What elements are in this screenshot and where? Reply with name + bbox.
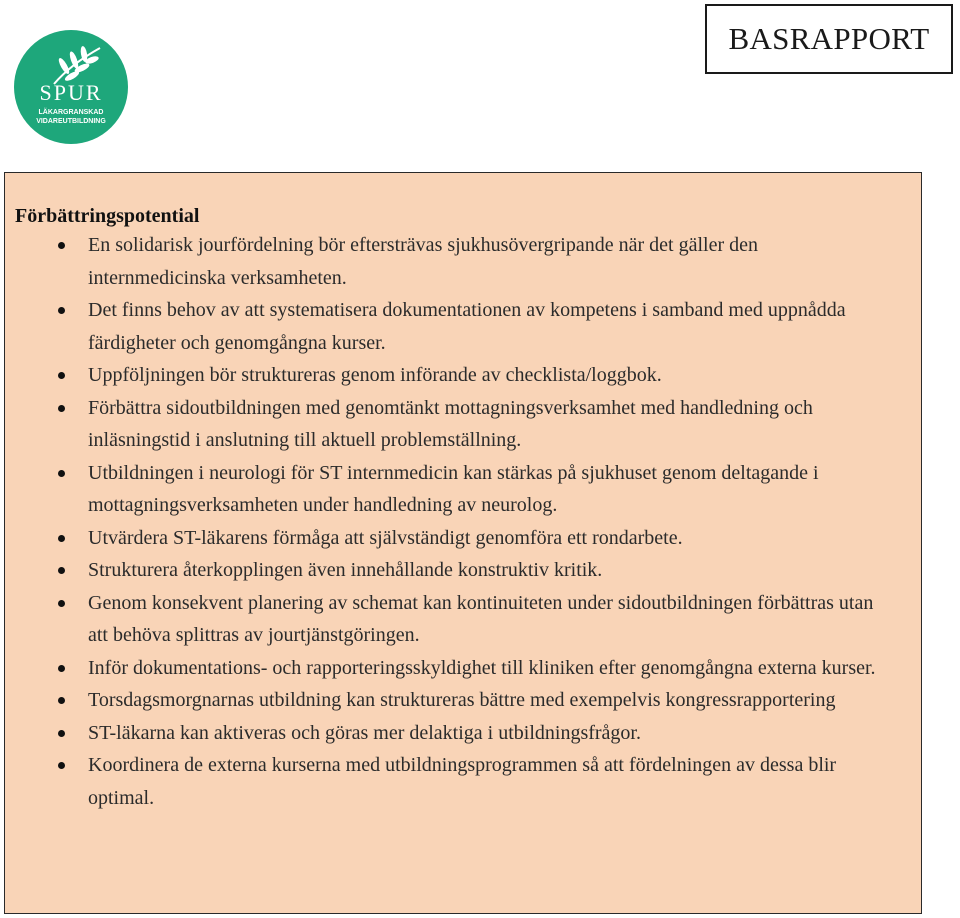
section-title: Förbättringspotential bbox=[15, 205, 200, 227]
list-item bbox=[15, 652, 911, 685]
list-item-text: Koordinera de externa kurserna med utbildningsprogrammen så att fördelningen av dessa blir optimal. bbox=[88, 754, 837, 809]
bullet-icon bbox=[58, 762, 65, 769]
list-item bbox=[15, 229, 911, 294]
list-item bbox=[15, 392, 911, 457]
list-item-text: Utvärdera ST-läkarens förmåga att självständigt genomföra ett rondarbete. bbox=[88, 526, 683, 549]
bullet-icon bbox=[58, 665, 65, 672]
list-item-text: ST-läkarna kan aktiveras och göras mer delaktiga i utbildningsfrågor. bbox=[88, 721, 641, 744]
list-item bbox=[15, 457, 911, 522]
logo-wordmark: SPUR bbox=[39, 80, 103, 105]
list-item bbox=[15, 554, 911, 587]
list-item-text: Uppföljningen bör struktureras genom införande av checklista/loggbok. bbox=[88, 364, 662, 386]
bullet-icon bbox=[58, 567, 65, 574]
improvement-panel bbox=[4, 172, 922, 914]
list-item bbox=[15, 749, 911, 814]
list-item-text: Förbättra sidoutbildningen med genomtänkt mottagningsverksamhet med handledning och inläsningstid i anslutning till aktuell problemställning. bbox=[88, 396, 813, 451]
list-item bbox=[15, 294, 911, 359]
list-item bbox=[15, 587, 911, 652]
list-item-text: Torsdagsmorgnarnas utbildning kan struktureras bättre med exempelvis kongressrapportering bbox=[88, 689, 836, 711]
olive-branch-icon bbox=[54, 46, 100, 84]
list-item-text: Det finns behov av att systematisera dokumentationen av kompetens i samband med uppnådda färdigheter och genomgångna kurser. bbox=[88, 299, 846, 354]
list-item bbox=[15, 522, 911, 555]
bullet-icon bbox=[58, 242, 65, 249]
logo-line1: LÄKARGRANSKAD bbox=[38, 109, 104, 116]
list-item-text: Strukturera återkopplingen även innehållande konstruktiv kritik. bbox=[88, 559, 603, 581]
list-item-text: En solidarisk jourfördelning bör eftersträvas sjukhusövergripande när det gäller den internmedicinska verksamheten. bbox=[88, 234, 758, 289]
bullet-icon bbox=[58, 697, 65, 704]
list-item bbox=[15, 717, 911, 750]
logo-line2: VIDAREUTBILDNING bbox=[36, 118, 106, 125]
bullet-icon bbox=[58, 535, 65, 542]
list-item-text: Genom konsekvent planering av schemat kan kontinuiteten under sidoutbildningen förbättras utan att behöva splittras av jourtjänstgöringen. bbox=[88, 591, 874, 646]
list-item-text: Inför dokumentations- och rapporteringsskyldighet till kliniken efter genomgångna externa kurser. bbox=[88, 656, 876, 679]
list-item bbox=[15, 359, 911, 392]
bullet-icon bbox=[58, 730, 65, 737]
bullet-icon bbox=[58, 470, 65, 477]
bullet-icon bbox=[58, 600, 65, 607]
report-type-label: BASRAPPORT bbox=[728, 21, 930, 56]
list-item-text: Utbildningen i neurologi för ST internmedicin kan stärkas på sjukhuset genom deltagande i mottagningsverksamheten under handledning av neurolog. bbox=[88, 461, 819, 516]
bullet-icon bbox=[58, 307, 65, 314]
spur-logo-graphic bbox=[14, 30, 128, 144]
bullet-icon bbox=[58, 405, 65, 412]
spur-logo bbox=[14, 30, 128, 144]
improvement-list bbox=[15, 229, 911, 814]
list-item bbox=[15, 684, 911, 717]
report-type-box bbox=[705, 4, 953, 74]
bullet-icon bbox=[58, 372, 65, 379]
